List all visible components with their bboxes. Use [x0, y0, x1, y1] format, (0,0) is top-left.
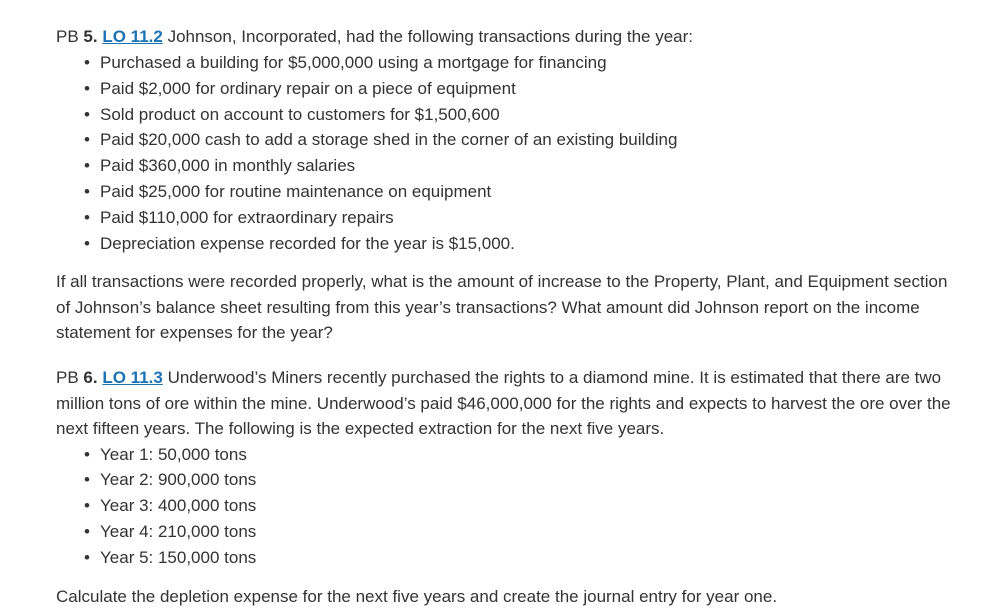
- problem-question: If all transactions were recorded properly, what is the amount of increase to the Property, Plant, and Equipment section of Johnson’s balance sheet resulting from this year’s transactions? What amount did Johnson report on the income statement for expenses for the year?: [56, 272, 948, 342]
- problem-heading: [56, 24, 965, 50]
- bullet-icon: •: [84, 521, 90, 541]
- problem-pb5: [56, 24, 965, 342]
- bullet-icon: •: [84, 181, 90, 201]
- learning-objective-link[interactable]: LO 11.2: [102, 27, 163, 46]
- transaction-list: [56, 50, 965, 256]
- list-item: [80, 102, 965, 128]
- problem-prefix: PB: [56, 27, 79, 46]
- list-item-text: Paid $2,000 for ordinary repair on a piece of equipment: [100, 78, 516, 98]
- bullet-icon: •: [84, 496, 90, 516]
- list-item: [80, 153, 965, 179]
- list-item: [80, 205, 965, 231]
- list-item: [80, 231, 965, 257]
- bullet-icon: •: [84, 470, 90, 490]
- list-item: [80, 467, 965, 493]
- problem-heading: [56, 365, 965, 442]
- list-item-text: Paid $25,000 for routine maintenance on equipment: [100, 181, 492, 201]
- list-item-text: Year 2: 900,000 tons: [100, 470, 257, 490]
- list-item: [80, 179, 965, 205]
- problem-prefix: PB: [56, 368, 79, 387]
- learning-objective-link[interactable]: LO 11.3: [102, 368, 163, 387]
- list-item: [80, 76, 965, 102]
- problem-intro: Underwood’s Miners recently purchased the rights to a diamond mine. It is estimated that there are two million tons of ore within the mine. Underwood’s paid $46,000,000 for the rights and expects to harvest the ore over the next fifteen years. The following is the expected extraction for the next five years.: [56, 368, 951, 438]
- problem-intro: Johnson, Incorporated, had the following transactions during the year:: [167, 27, 694, 46]
- list-item-text: Depreciation expense recorded for the year is $15,000.: [100, 233, 515, 253]
- list-item: [80, 442, 965, 468]
- extraction-list: [56, 442, 965, 571]
- bullet-icon: •: [84, 233, 90, 253]
- list-item-text: Sold product on account to customers for $1,500,600: [100, 104, 500, 124]
- list-item-text: Year 4: 210,000 tons: [100, 521, 257, 541]
- list-item-text: Year 1: 50,000 tons: [100, 444, 247, 464]
- list-item-text: Year 5: 150,000 tons: [100, 547, 257, 567]
- bullet-icon: •: [84, 547, 90, 567]
- bullet-icon: •: [84, 53, 90, 72]
- bullet-icon: •: [84, 78, 90, 98]
- problem-number: 5.: [83, 27, 98, 46]
- list-item: [80, 545, 965, 571]
- list-item-text: Purchased a building for $5,000,000 using a mortgage for financing: [100, 53, 607, 72]
- problem-question: Calculate the depletion expense for the next five years and create the journal entry for year one.: [56, 587, 778, 606]
- problem-pb6: [56, 365, 965, 606]
- bullet-icon: •: [84, 104, 90, 124]
- list-item: [80, 127, 965, 153]
- list-item: [80, 493, 965, 519]
- list-item: [80, 519, 965, 545]
- list-item: [80, 50, 965, 76]
- list-item-text: Paid $110,000 for extraordinary repairs: [100, 207, 394, 227]
- problem-number: 6.: [83, 368, 98, 387]
- list-item-text: Paid $20,000 cash to add a storage shed in the corner of an existing building: [100, 130, 678, 150]
- list-item-text: Paid $360,000 in monthly salaries: [100, 156, 356, 176]
- bullet-icon: •: [84, 444, 90, 464]
- bullet-icon: •: [84, 130, 90, 150]
- bullet-icon: •: [84, 156, 90, 176]
- list-item-text: Year 3: 400,000 tons: [100, 496, 257, 516]
- bullet-icon: •: [84, 207, 90, 227]
